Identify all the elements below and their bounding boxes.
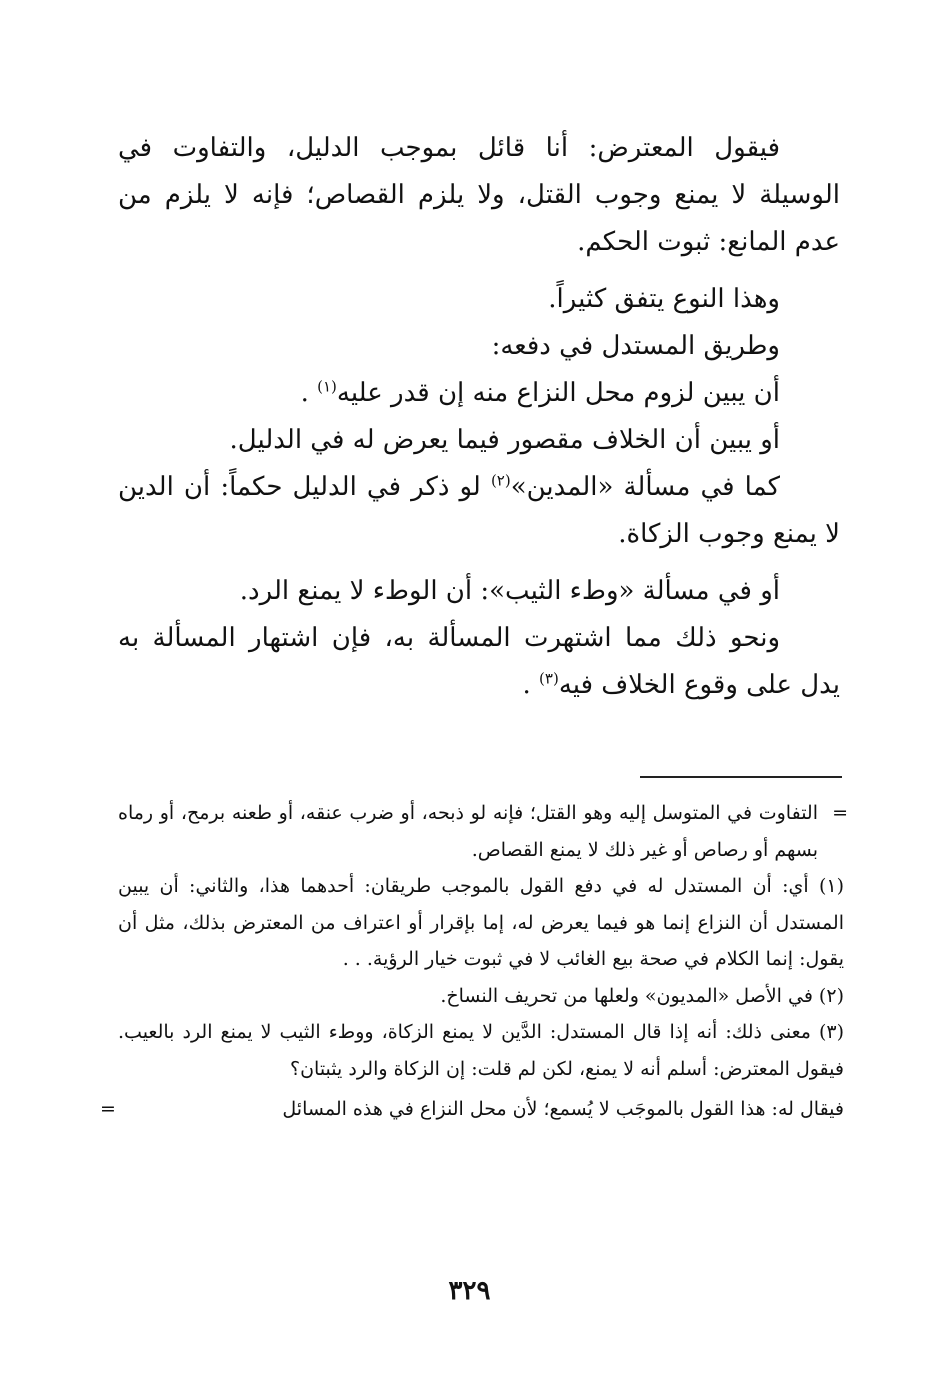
footnote-ref-3: (٣) [539,669,559,688]
footnote-2: (٢) في الأصل «المديون» ولعلها من تحريف النساخ. [440,984,844,1007]
main-text-block [118,125,840,709]
footnote-ref-1: (١) [317,377,337,396]
footnote-continuation: = التفاوت في المتوسل إليه وهو القتل؛ فإنه لو ذبحه، أو ضرب عنقه، أو طعنه برمح، أو رماه بسهم أو رصاص أو غير ذلك لا يمنع القصاص. [118,795,844,868]
paragraph-6: كما في مسألة «المدين»$^{(٢)}$ لو ذكر في الدليل حكماً: أن الدين لا يمنع وجوب الزكاة. [118,471,840,549]
footnote-3: (٣) معنى ذلك: أنه إذا قال المستدل: الدَّين لا يمنع الزكاة، ووطء الثيب لا يمنع الرد بالعيب. فيقول المعترض: أسلم أنه لا يمنع، لكن لم قلت: إن الزكاة والرد يثبتان؟ [118,1021,844,1080]
footnote-separator [640,776,842,778]
paragraph-7: أو في مسألة «وطء الثيب»: أن الوطء لا يمنع الرد. [239,576,780,606]
continued-mark: = [100,1098,116,1120]
footnote-3-continuation: فيقال له: هذا القول بالموجَب لا يُسمع؛ لأن محل النزاع في هذه المسائل = [118,1091,844,1128]
paragraph-4: أن يبين لزوم محل النزاع منه إن قدر عليه$^{(١)}$ . [300,377,780,408]
paragraph-3: وطريق المستدل في دفعه: [491,331,780,361]
footnote-1: (١) أي: أن المستدل له في دفع القول بالموجب طريقان: أحدهما هذا، والثاني: أن يبين المستدل أن النزاع إنما هو فيما يعرض له، إما بإقرار أو اعتراف من المعترض بذلك، مثل أن يقول: إنما الكلام في صحة بيع الغائب لا في ثبوت خيار الرؤية. . . [118,875,844,970]
page-number: ٣٢٩ [448,1276,491,1306]
continuation-mark: = [832,802,848,824]
paragraph-2: وهذا النوع يتفق كثيراً. [548,284,780,314]
paragraph-1: فيقول المعترض: أنا قائل بموجب الدليل، والتفاوت في الوسيلة لا يمنع وجوب القتل، ولا يلزم القصاص؛ فإنه لا يلزم من عدم المانع: ثبوت الحكم. [118,133,841,257]
paragraph-8: ونحو ذلك مما اشتهرت المسألة به، فإن اشتهار المسألة به يدل على وقوع الخلاف فيه$^{(٣)}$ . [118,623,840,700]
footnote-ref-2: (٢) [490,471,511,490]
footnotes-block [100,795,848,1128]
paragraph-5: أو يبين أن الخلاف مقصور فيما يعرض له في الدليل. [229,425,780,455]
